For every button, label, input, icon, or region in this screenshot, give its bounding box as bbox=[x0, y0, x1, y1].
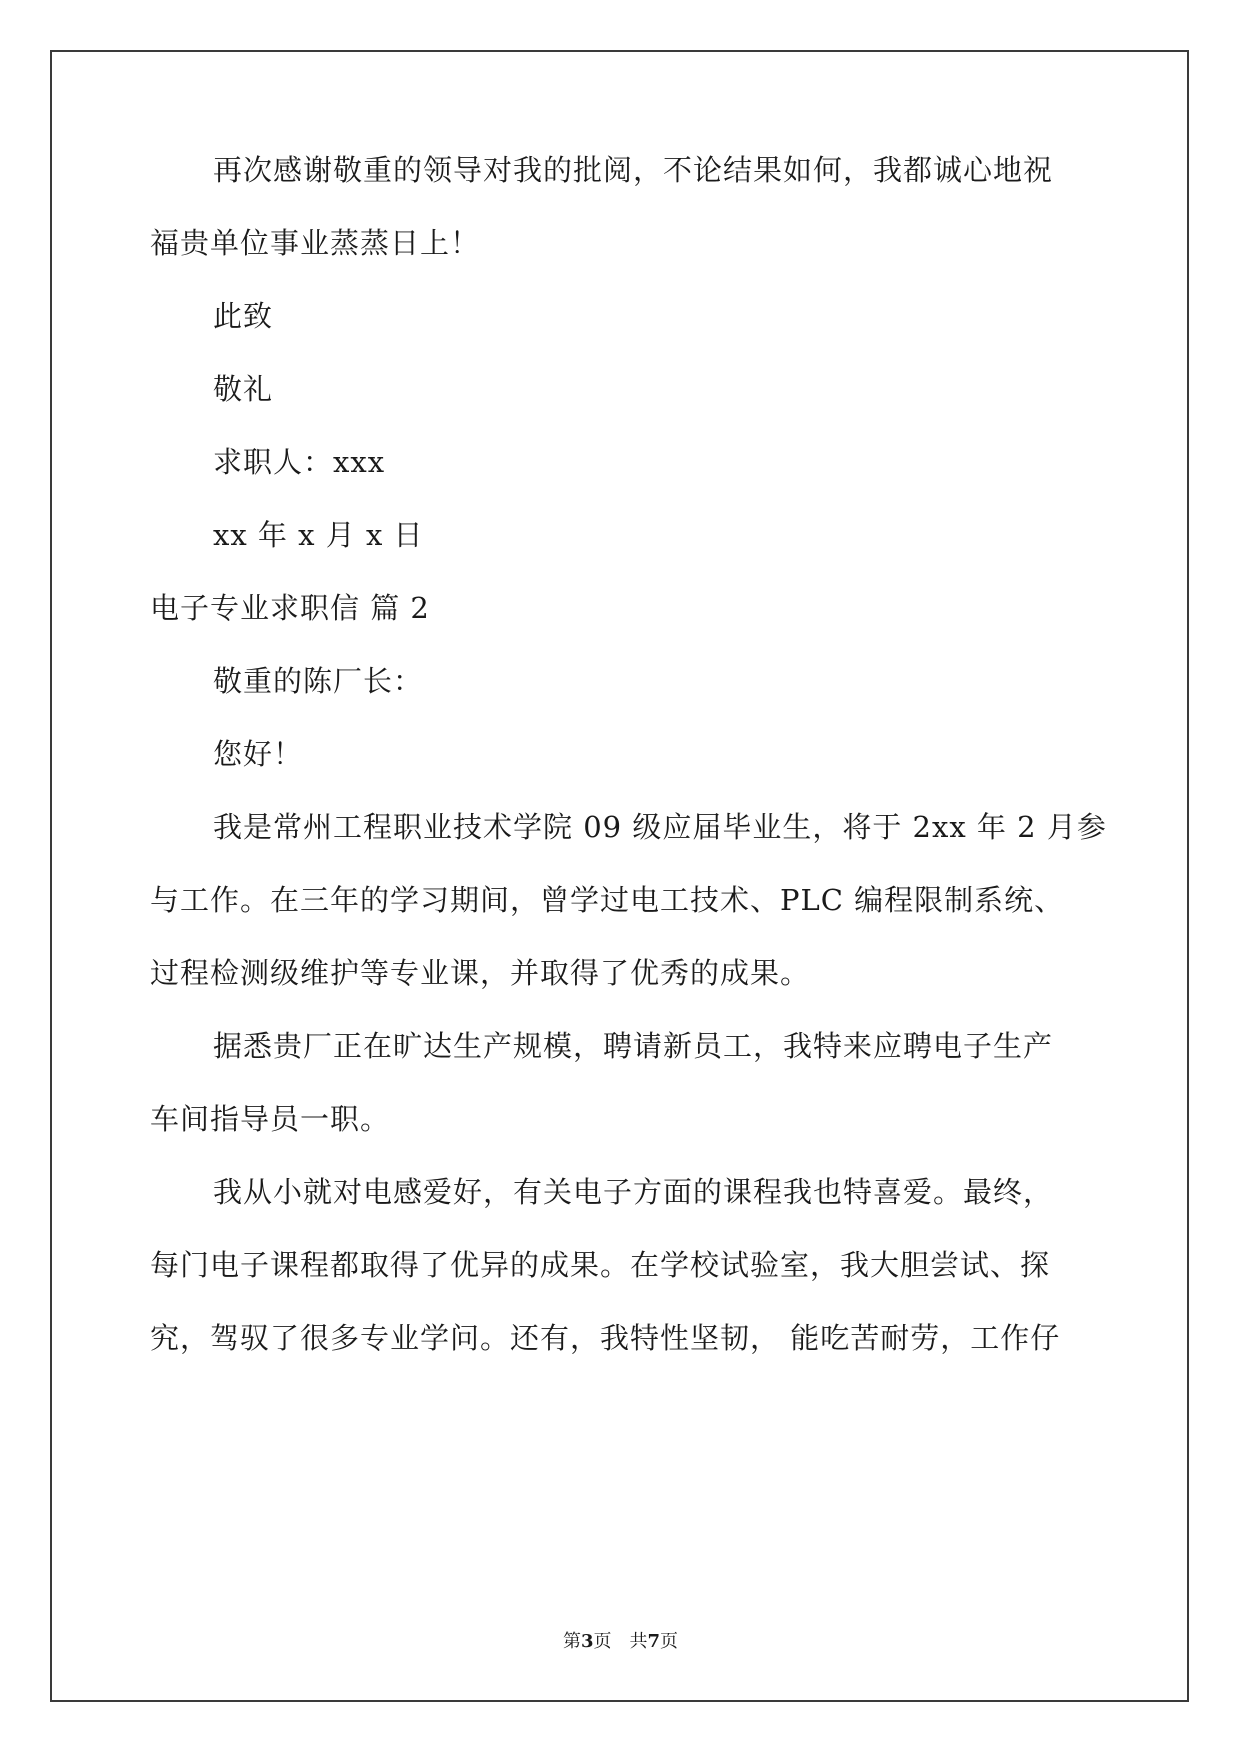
page-total: 7 bbox=[647, 1631, 661, 1652]
page-current: 3 bbox=[580, 1631, 594, 1652]
text-line: 与工作。在三年的学习期间，曾学过电工技术、PLC 编程限制系统、 bbox=[150, 883, 1065, 917]
text-line: 过程检测级维护等专业课，并取得了优秀的成果。 bbox=[150, 956, 811, 990]
page-footer bbox=[0, 1630, 1241, 1654]
text-line: 究，驾驭了很多专业学问。还有，我特性坚韧， 能吃苦耐劳，工作仔 bbox=[150, 1321, 1061, 1355]
closing-line: 此致 bbox=[213, 299, 274, 333]
total-prefix: 共 bbox=[629, 1631, 648, 1652]
page-suffix: 页 bbox=[593, 1631, 612, 1652]
closing-line: 敬礼 bbox=[213, 372, 274, 406]
text-line: 据悉贵厂正在旷达生产规模，聘请新员工，我特来应聘电子生产 bbox=[213, 1029, 1054, 1063]
text-line: 车间指导员一职。 bbox=[150, 1102, 391, 1136]
page-prefix: 第 bbox=[562, 1631, 581, 1652]
text-line: 我是常州工程职业技术学院 09 级应届毕业生，将于 2xx 年 2 月参 bbox=[213, 810, 1107, 844]
date-line: xx 年 x 月 x 日 bbox=[213, 518, 424, 552]
text-line: 我从小就对电感爱好，有关电子方面的课程我也特喜爱。最终， bbox=[213, 1175, 1054, 1209]
signature-line: 求职人：xxx bbox=[213, 445, 386, 479]
greeting-line: 您好！ bbox=[213, 737, 304, 771]
salutation-line: 敬重的陈厂长： bbox=[213, 664, 424, 698]
section-heading: 电子专业求职信 篇 2 bbox=[150, 591, 430, 625]
text-line: 再次感谢敬重的领导对我的批阅，不论结果如何，我都诚心地祝 bbox=[213, 153, 1054, 187]
total-suffix: 页 bbox=[660, 1631, 679, 1652]
text-line: 每门电子课程都取得了优异的成果。在学校试验室，我大胆尝试、探 bbox=[150, 1248, 1051, 1282]
text-line: 福贵单位事业蒸蒸日上！ bbox=[150, 226, 481, 260]
